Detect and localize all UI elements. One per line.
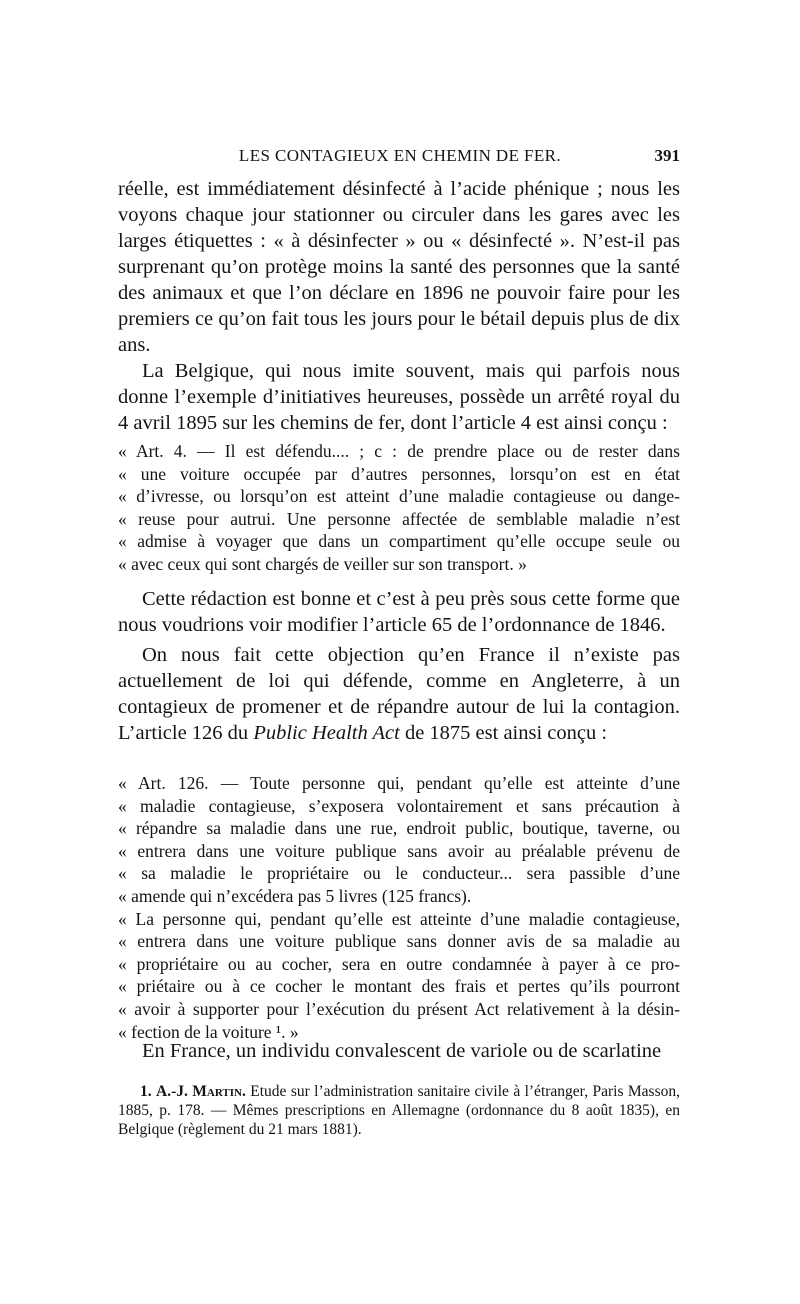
quote2-line: « avoir à supporter pour l’exécution du présent Act relativement à la désin- (118, 998, 680, 1019)
quote1-line: « admise à voyager que dans un compartiment qu’elle occupe seule ou (118, 531, 680, 552)
quote2-line: « priétaire ou à ce cocher le montant des frais et pertes qu’ils pourront (118, 976, 680, 997)
quote2-line: « maladie contagieuse, s’exposera volontairement et sans précaution à (118, 795, 680, 816)
footnote-author: A.-J. Martin. (156, 1083, 246, 1100)
paragraph-4-text: On nous fait cette objection qu’en France il n’existe pas actuellement de loi qui défende, comme en Angleterre, à un contagieux de promener et de répandre autour de lui la contagion. L’article 126 du (118, 644, 680, 744)
quote2-line: « répandre sa maladie dans une rue, endroit public, boutique, taverne, ou (118, 818, 680, 839)
quote-public-health-act (118, 772, 680, 1043)
paragraph-5: En France, un individu convalescent de variole ou de scarlatine (142, 1040, 662, 1062)
quote1-line: « avec ceux qui sont chargés de veiller sur son transport. » (118, 553, 527, 574)
main-text-block-1 (118, 176, 680, 436)
quote1-line: « d’ivresse, ou lorsqu’on est atteint d’une maladie contagieuse ou dange- (118, 486, 680, 507)
act-title: Public Health Act (253, 722, 400, 744)
paragraph-1: réelle, est immédiatement désinfecté à l’acide phénique ; nous les voyons chaque jour stationner ou circuler dans les gares avec les larges étiquettes : « à désinfecter » ou « désinfecté ». N’est-il pas surprenant qu’on protège moins la santé des personnes que la santé des animaux et que l’on déclare en 1896 ne pouvoir faire pour les premiers ce qu’on fait tous les jours pour le bétail depuis plus de dix ans. (118, 178, 680, 356)
quote2-line: « fection de la voiture ¹. » (118, 1021, 299, 1042)
paragraph-3: Cette rédaction est bonne et c’est à peu près sous cette forme que nous voudrions voir modifier l’article 65 de l’ordonnance de 1846. (118, 588, 680, 636)
quote1-line: « une voiture occupée par d’autres personnes, lorsqu’on est en état (118, 463, 680, 484)
quote2-line: « Art. 126. — Toute personne qui, pendant qu’elle est atteinte d’une (118, 773, 680, 793)
quote2-line: « La personne qui, pendant qu’elle est atteinte d’une maladie contagieuse, (118, 908, 680, 929)
page-number: 391 (654, 146, 680, 165)
quote1-line: « Art. 4. — Il est défendu.... ; c : de prendre place ou de rester dans (118, 441, 680, 461)
quote-belgian-decree (118, 440, 680, 576)
running-title: LES CONTAGIEUX EN CHEMIN DE FER. (238, 146, 562, 165)
quote2-line: « sa maladie le propriétaire ou le conducteur... sera passible d’une (118, 863, 680, 884)
quote1-line: « reuse pour autrui. Une personne affectée de semblable maladie n’est (118, 508, 680, 529)
paragraph-2: La Belgique, qui nous imite souvent, mais qui parfois nous donne l’exemple d’initiatives heureuses, possède un arrêté royal du 4 avril 1895 sur les chemins de fer, dont l’article 4 est ainsi conçu : (118, 360, 680, 434)
quote2-line: « propriétaire ou au cocher, sera en outre condamnée à payer à ce pro- (118, 953, 680, 974)
footnotes (118, 1082, 680, 1139)
main-text-block-3 (118, 1038, 680, 1064)
quote2-line: « amende qui n’excédera pas 5 livres (125 francs). (118, 885, 472, 906)
footnote-1 (118, 1082, 680, 1139)
footnote-text: Etude sur l’administration sanitaire civile à l’étranger, Paris Masson, 1885, p. 178. — Mêmes prescriptions en Allemagne (ordonnance du 8 août 1835), en Belgique (règlement du 21 mars 1881). (118, 1083, 680, 1138)
main-text-block-2 (118, 586, 680, 746)
paragraph-4 (118, 642, 680, 746)
running-head (120, 146, 680, 170)
quote2-line: « entrera dans une voiture publique sans donner avis de sa maladie au (118, 931, 680, 952)
quote2-line: « entrera dans une voiture publique sans avoir au préalable prévenu de (118, 840, 680, 861)
footnote-marker: 1. (140, 1083, 152, 1100)
paragraph-4-end: de 1875 est ainsi conçu : (404, 722, 608, 744)
